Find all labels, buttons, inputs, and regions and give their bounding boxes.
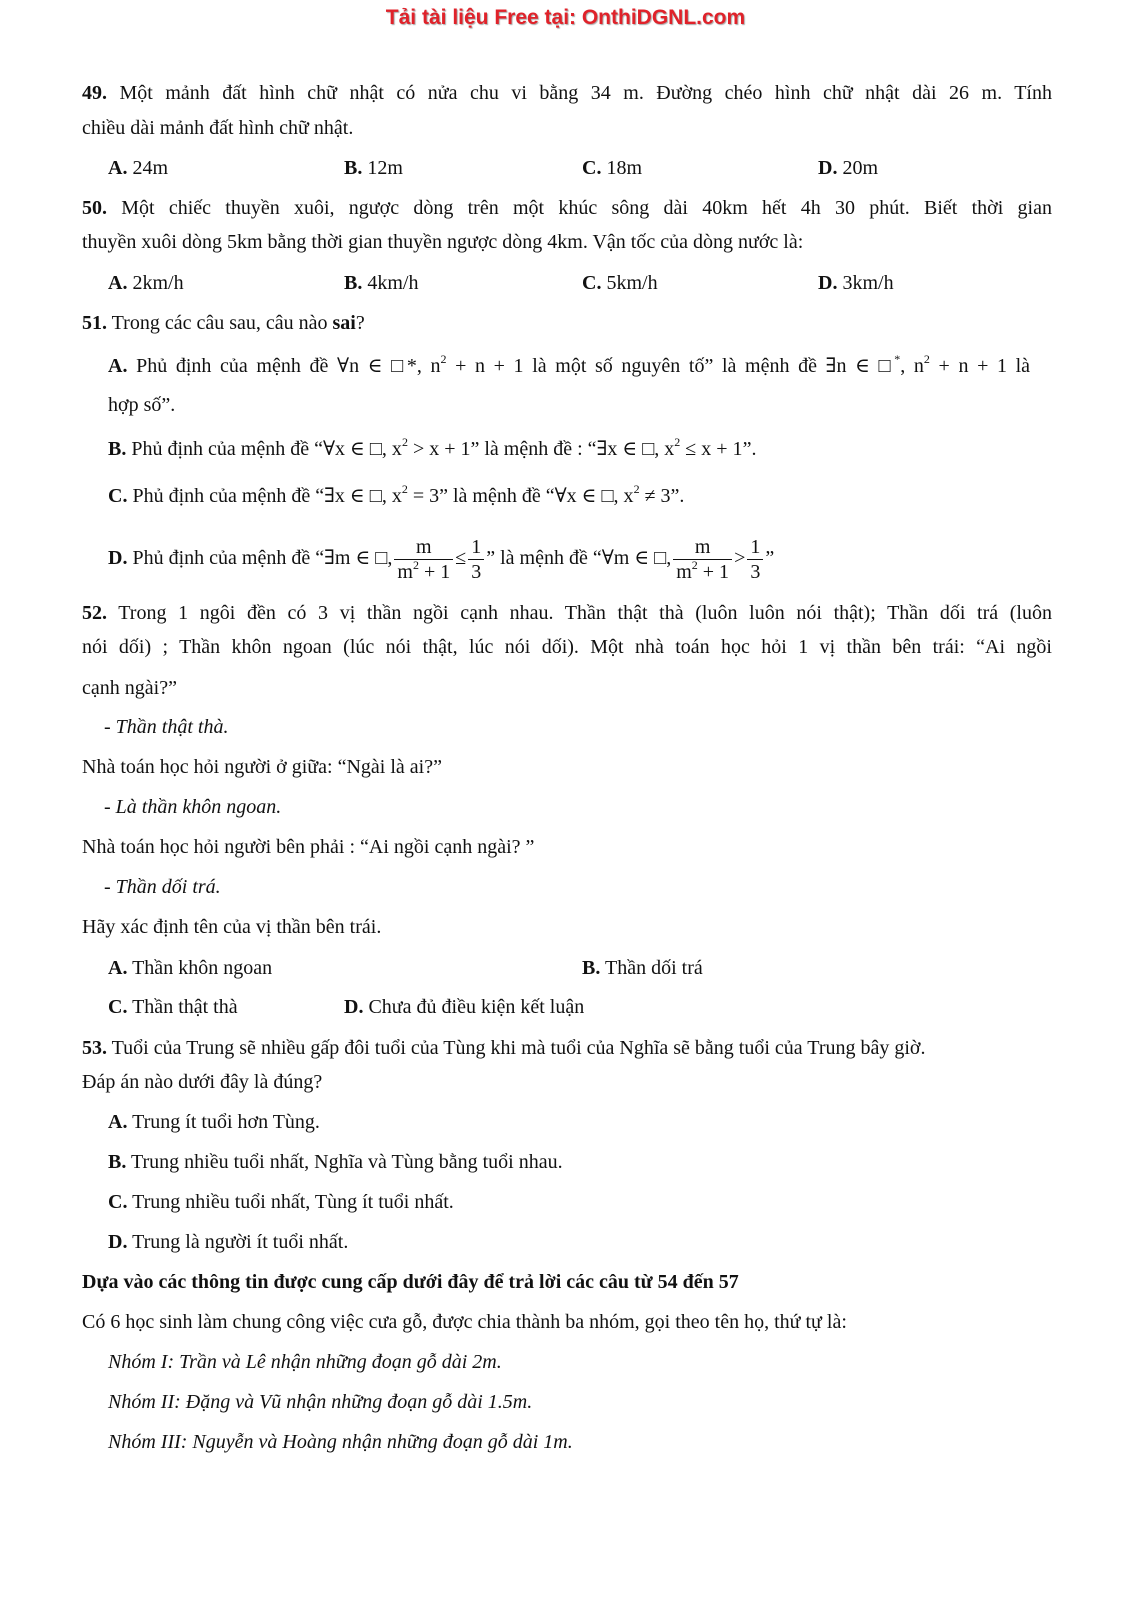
group-3: Nhóm III: Nguyễn và Hoàng nhận những đoạn gỗ dài 1m. <box>108 1431 573 1453</box>
option-text: Phủ định của mệnh đề “ <box>131 438 323 460</box>
option-text: là một số nguyên tố” là mệnh đề <box>532 355 817 377</box>
math-relation: ≤ <box>455 547 467 569</box>
math-relation: > <box>734 547 746 569</box>
math-part: + n + 1 <box>929 355 1007 377</box>
math-sup: 2 <box>401 435 408 449</box>
q52-question-2: Nhà toán học hỏi người ở giữa: “Ngài là ai?” <box>82 756 442 778</box>
q51-prompt-end: ? <box>355 312 365 334</box>
option-text: 4km/h <box>367 272 419 294</box>
q50-line-2: thuyền xuôi dòng 5km bằng thời gian thuyền ngược dòng 4km. Vận tốc của dòng nước là: <box>82 231 804 253</box>
option-label: C. <box>108 485 128 507</box>
fraction-numerator: m <box>673 535 732 560</box>
option-label: C. <box>582 272 602 294</box>
math-sup: 2 <box>923 352 930 366</box>
math-part: , n <box>900 355 924 377</box>
math-part: ∀n ∈ □*, n <box>337 355 441 377</box>
math-sup: 2 <box>691 557 698 572</box>
q53-text-1: Tuổi của Trung sẽ nhiều gấp đôi tuổi của Tùng khi mà tuổi của Nghĩa sẽ bằng tuổi của Trung bây giờ. <box>111 1037 926 1059</box>
option-label: A. <box>108 1111 128 1133</box>
option-text: ”. <box>742 438 757 460</box>
q50-text-1: Một chiếc thuyền xuôi, ngược dòng trên một khúc sông dài 40km hết 4h 30 phút. Biết thời gian <box>121 197 1052 219</box>
math-part: ≠ 3 <box>639 485 671 507</box>
q49-number: 49. <box>82 82 107 104</box>
fraction <box>468 535 484 584</box>
math-part: + 1 <box>418 560 451 583</box>
fraction-numerator: 1 <box>747 535 763 560</box>
fraction <box>747 535 763 584</box>
option-text: ” là mệnh đề “ <box>486 547 602 569</box>
option-text: 24m <box>132 157 169 179</box>
q51-prompt-text: Trong các câu sau, câu nào <box>111 312 328 334</box>
fraction <box>673 535 732 584</box>
q52-question-3: Nhà toán học hỏi người bên phải : “Ai ngồi cạnh ngài? ” <box>82 836 535 858</box>
q49-text-1: Một mảnh đất hình chữ nhật có nửa chu vi bằng 34 m. Đường chéo hình chữ nhật dài 26 m. Tính <box>119 82 1052 104</box>
option-text: Trung ít tuổi hơn Tùng. <box>132 1111 320 1133</box>
option-text: Phủ định của mệnh đề <box>136 355 329 377</box>
math-sup: 2 <box>440 352 447 366</box>
math-part: m <box>397 560 413 583</box>
math-part: ∃n ∈ □ <box>825 355 895 377</box>
q52-option-c <box>108 994 238 1020</box>
option-label: A. <box>108 957 128 979</box>
option-label: A. <box>108 157 128 179</box>
q50-option-b <box>344 270 418 296</box>
option-text: 20m <box>842 157 879 179</box>
q52-line-2 <box>82 634 1052 660</box>
option-text: 3km/h <box>842 272 894 294</box>
option-label: B. <box>582 957 601 979</box>
math-part: > x + 1 <box>407 438 471 460</box>
site-banner: Tải tài liệu Free tại: OnthiDGNL.com <box>385 6 746 29</box>
option-label: D. <box>818 157 838 179</box>
math-part: ∀x ∈ □, x <box>554 485 634 507</box>
option-text: Trung nhiều tuổi nhất, Nghĩa và Tùng bằng tuổi nhau. <box>130 1151 563 1173</box>
option-text: 12m <box>367 157 403 179</box>
math-part: ∃x ∈ □, x <box>324 485 402 507</box>
q52-answer-1: - Thần thật thà. <box>104 716 229 738</box>
option-label: D. <box>108 1231 128 1253</box>
option-label: D. <box>108 547 128 569</box>
option-text: Trung nhiều tuổi nhất, Tùng ít tuổi nhất. <box>132 1191 454 1213</box>
math-part: = 3 <box>407 485 440 507</box>
group-2: Nhóm II: Đặng và Vũ nhận những đoạn gỗ dài 1.5m. <box>108 1391 533 1413</box>
q52-option-d <box>344 994 584 1020</box>
option-text: 2km/h <box>132 272 184 294</box>
q49-option-d <box>818 155 878 181</box>
q52-text-1: Trong 1 ngôi đền có 3 vị thần ngồi cạnh nhau. Thần thật thà (luôn luôn nói thật); Thần dối trá (luôn <box>118 602 1052 624</box>
math-expr <box>337 352 524 377</box>
option-label: B. <box>108 438 127 460</box>
option-label: D. <box>344 996 364 1018</box>
option-text: Phủ định của mệnh đề “ <box>132 547 325 569</box>
q51-option-b <box>108 436 1078 462</box>
fraction-denominator: 3 <box>750 560 761 583</box>
option-text: Thần dối trá <box>604 957 703 979</box>
q52-text-2: nói dối) ; Thần khôn ngoan (lúc nói thật, lúc nói dối). Một nhà toán học hỏi 1 vị thần bên trái: “Ai ngồi <box>82 636 1052 658</box>
math-part: ∀x ∈ □, x <box>322 438 402 460</box>
q52-line-3: cạnh ngài?” <box>82 677 177 699</box>
q49-option-c <box>582 155 642 181</box>
math-expr <box>825 352 1007 377</box>
q53-option-b <box>108 1149 563 1175</box>
option-label: B. <box>108 1151 127 1173</box>
q49-option-b <box>344 155 403 181</box>
q50-option-a <box>108 270 184 296</box>
fraction-numerator: 1 <box>468 535 484 560</box>
math-sup: 2 <box>633 482 640 496</box>
q52-ask: Hãy xác định tên của vị thần bên trái. <box>82 916 382 938</box>
option-text: Phủ định của mệnh đề “ <box>132 485 325 507</box>
math-part: ≤ x + 1 <box>680 438 743 460</box>
option-label: A. <box>108 355 128 377</box>
math-part: ∃x ∈ □, x <box>596 438 675 460</box>
q50-number: 50. <box>82 197 107 219</box>
q53-option-c <box>108 1189 454 1215</box>
math-sup: * <box>894 352 901 366</box>
option-text: Chưa đủ điều kiện kết luận <box>368 996 585 1018</box>
section-heading: Dựa vào các thông tin được cung cấp dưới đây để trả lời các câu từ 54 đến 57 <box>82 1271 739 1293</box>
group-1: Nhóm I: Trần và Lê nhận những đoạn gỗ dài 2m. <box>108 1351 502 1373</box>
math-part: ∃m ∈ □, <box>324 547 393 569</box>
option-text: 5km/h <box>606 272 658 294</box>
q49-line-2: chiều dài mảnh đất hình chữ nhật. <box>82 117 354 139</box>
option-label: C. <box>108 1191 128 1213</box>
math-part: + n + 1 <box>446 355 524 377</box>
q51-option-a-cont: hợp số”. <box>108 394 176 416</box>
option-label: A. <box>108 272 128 294</box>
option-label: C. <box>582 157 602 179</box>
q50-option-d <box>818 270 894 296</box>
math-sup: 2 <box>401 482 408 496</box>
math-part: ∀m ∈ □, <box>601 547 672 569</box>
fraction-denominator <box>394 557 453 584</box>
math-sup: 2 <box>674 435 681 449</box>
q51-option-c <box>108 483 1078 509</box>
q51-number: 51. <box>82 312 107 334</box>
fraction <box>394 535 453 584</box>
fraction-numerator: m <box>394 535 453 560</box>
option-text: Thần khôn ngoan <box>132 957 273 979</box>
option-label: C. <box>108 996 128 1018</box>
q52-answer-3: - Thần dối trá. <box>104 876 221 898</box>
option-label: B. <box>344 157 363 179</box>
math-part: m <box>676 560 692 583</box>
q52-option-b <box>582 955 703 981</box>
option-text: là <box>1015 355 1031 377</box>
q50-option-c <box>582 270 658 296</box>
q51-prompt <box>82 310 1052 336</box>
q51-prompt-bold: sai <box>332 312 356 334</box>
q53-option-a <box>108 1109 320 1135</box>
section-intro: Có 6 học sinh làm chung công việc cưa gỗ, được chia thành ba nhóm, gọi theo tên họ, thứ tự là: <box>82 1311 847 1333</box>
fraction-denominator: 3 <box>471 560 482 583</box>
option-label: B. <box>344 272 363 294</box>
option-text: ”. <box>670 485 685 507</box>
option-text: ” là mệnh đề : “ <box>470 438 597 460</box>
q49-line-1 <box>82 80 1052 106</box>
q49-option-a <box>108 155 168 181</box>
q52-number: 52. <box>82 602 107 624</box>
option-text: 18m <box>606 157 643 179</box>
q51-option-a <box>108 353 1030 379</box>
option-text: ” là mệnh đề “ <box>439 485 555 507</box>
q53-number: 53. <box>82 1037 107 1059</box>
option-text: Trung là người ít tuổi nhất. <box>132 1231 349 1253</box>
math-part: + 1 <box>697 560 730 583</box>
option-text: Thần thật thà <box>132 996 238 1018</box>
option-text: ” <box>765 547 775 569</box>
math-sup: 2 <box>412 557 419 572</box>
q51-option-d <box>108 530 1078 586</box>
q53-line-1 <box>82 1035 1052 1061</box>
q52-option-a <box>108 955 272 981</box>
fraction-denominator <box>673 557 732 584</box>
q53-line-2: Đáp án nào dưới đây là đúng? <box>82 1071 323 1093</box>
q52-answer-2: - Là thần khôn ngoan. <box>104 796 282 818</box>
option-label: D. <box>818 272 838 294</box>
q52-line-1 <box>82 600 1052 626</box>
q53-option-d <box>108 1229 348 1255</box>
q50-line-1 <box>82 195 1052 221</box>
